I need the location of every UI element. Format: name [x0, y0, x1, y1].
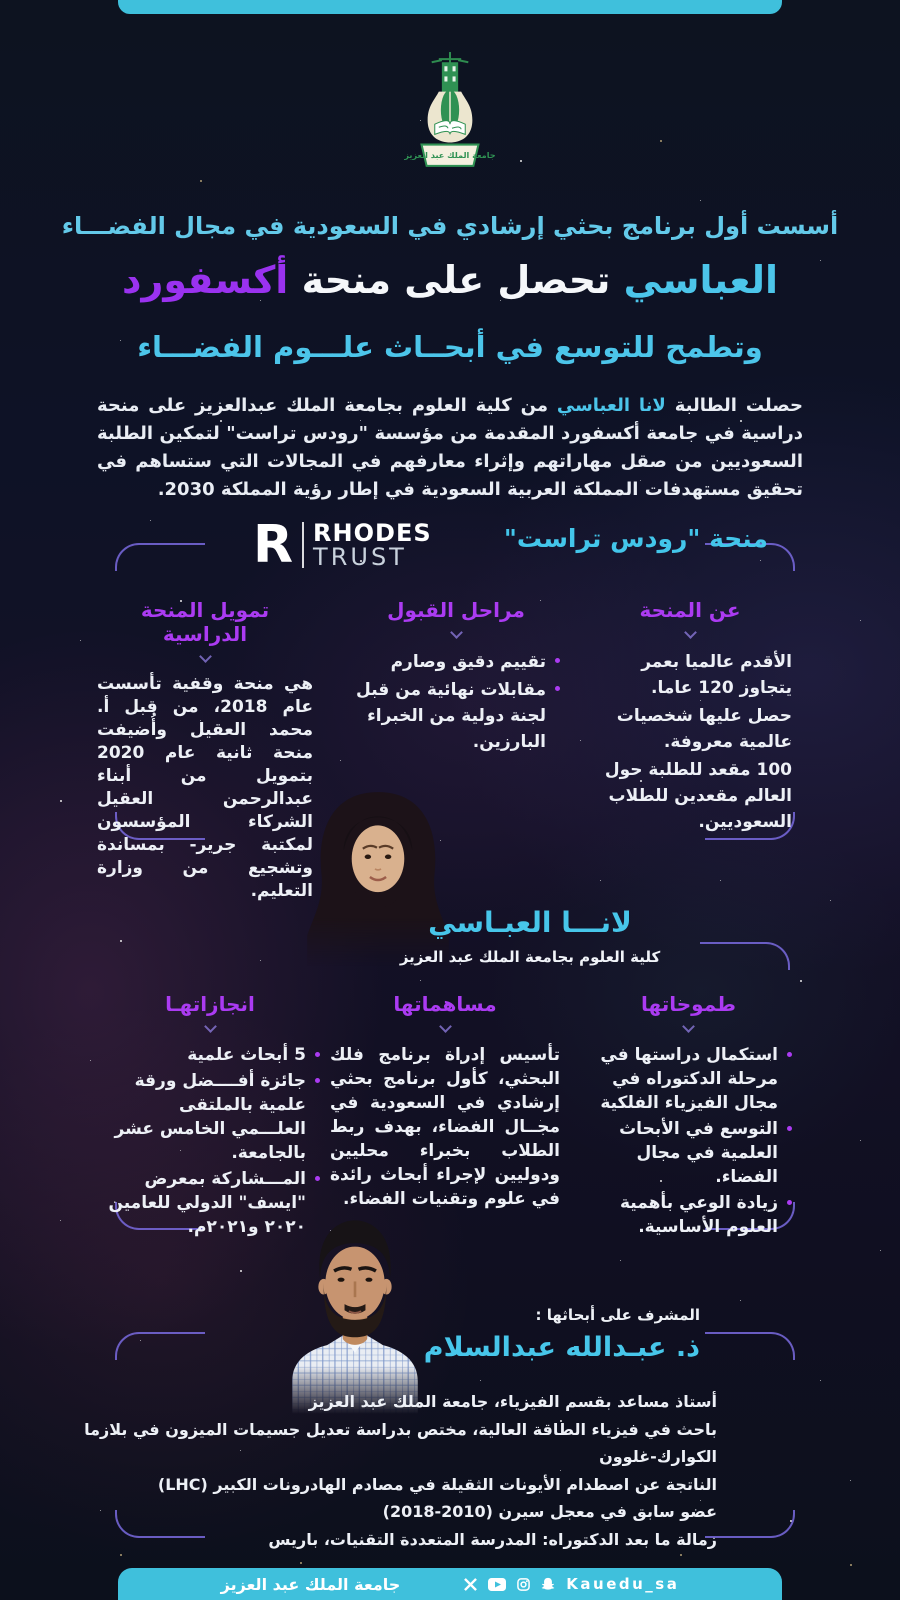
chevron-down-icon — [682, 1020, 695, 1033]
list-item: الأقدم عالميا بعمر يتجاوز 120 عاما. — [641, 652, 792, 698]
x-icon[interactable] — [464, 1578, 477, 1591]
column-title: عن المنحة — [639, 598, 741, 622]
starfield-gold — [0, 0, 2, 2]
list-item: مقابلات نهائية من قبل لجنة دولية من الخبراء البارزين. — [352, 677, 560, 755]
list-item: تقييم دقيق وصارم — [352, 649, 560, 675]
footer-social-handle[interactable]: Kauedu_sa — [566, 1575, 680, 1593]
supervisor-photo — [253, 1196, 457, 1414]
main-title — [20, 258, 880, 302]
intro-student-name: لانا العباسي — [556, 395, 666, 416]
snapchat-icon[interactable] — [541, 1577, 555, 1591]
supervisor-name: ذ. عبـدالله عبدالسلام — [423, 1332, 700, 1363]
tagline: أسست أول برنامج بحثي إرشادي في السعودية في مجال الفضـــاء — [61, 212, 839, 240]
column-title: تمويل المنحة الدراسية — [140, 598, 270, 646]
rhodes-trust-logo — [253, 515, 432, 575]
bio-line: عضو سابق في معجل سيرن (2010-2018) — [382, 1502, 717, 1521]
rhodes-logo-letter: R — [253, 515, 294, 575]
list-item: حصل عليها شخصيات عالمية معروفة. — [616, 706, 792, 752]
list-item: 100 مقعد للطلبة حول العالم مقعدين للطلاب السعوديين. — [604, 760, 792, 832]
corner-decoration — [115, 543, 205, 571]
rhodes-logo-line2: TRUST — [313, 543, 407, 571]
list-item: استكمال دراستها في مرحلة الدكتوراه في مجال الفيزياء الفلكية — [585, 1043, 792, 1115]
bio-line: أستاذ مساعد بقسم الفيزياء، جامعة الملك عبد العزيز — [308, 1392, 717, 1411]
corner-decoration — [705, 1510, 795, 1538]
supervisor-bio — [57, 1388, 717, 1553]
logo-banner-text: جامعة الملك عبد العزيز — [404, 149, 496, 160]
list-item: التوسع في الأبحاث العلمية في مجال الفضاء. — [585, 1117, 792, 1189]
bio-line: الناتجة عن اصطدام الأيونات الثقيلة في مصادم الهادرونات الكبير (LHC) — [157, 1474, 717, 1494]
column-title: طموحاتها — [641, 992, 736, 1016]
corner-decoration — [115, 1332, 205, 1360]
intro-paragraph — [97, 392, 803, 504]
minaret-emblem-icon — [394, 50, 506, 172]
bio-line: زمالة ما بعد الدكتوراه: المدرسة المتعددة التقنيات، باريس — [268, 1529, 717, 1549]
list-item: 5 أبحاث علمية — [100, 1043, 320, 1067]
column-about-grant — [588, 598, 792, 837]
logo-divider — [302, 522, 304, 568]
bio-line: باحث في فيزياء الطاقة العالية، مختص بدراسة تعديل جسيمات الميزون في بلازما الكوارك-غلوون — [84, 1419, 717, 1466]
list-item: المـــشاركة بمعرض "ايسف" الدولي للعامين ٢٠٢٠ و٢٠٢١م. — [100, 1167, 320, 1239]
chevron-down-icon — [204, 1020, 217, 1033]
chevron-down-icon — [684, 626, 697, 639]
chevron-down-icon — [439, 1020, 452, 1033]
rhodes-logo-line1: RHODES — [313, 519, 432, 547]
student-name: لانـــا العبـاسي — [428, 906, 632, 939]
footer-social-row — [464, 1575, 679, 1593]
youtube-icon[interactable] — [488, 1578, 506, 1591]
instagram-icon[interactable] — [517, 1578, 530, 1591]
column-title: مساهماتها — [393, 992, 497, 1016]
list-item: زيادة الوعي بأهمية العلوم الأساسية. — [585, 1191, 792, 1239]
column-admission-stages — [352, 598, 560, 757]
supervisor-name-block — [424, 1306, 700, 1363]
intro-pre: حصلت الطالبة — [674, 395, 803, 416]
corner-decoration — [705, 1332, 795, 1360]
column-title: مراحل القبول — [387, 598, 525, 622]
corner-decoration — [700, 942, 790, 970]
student-name-block — [360, 906, 700, 966]
student-college: كلية العلوم بجامعة الملك عبد العزيز — [399, 948, 661, 966]
university-logo — [394, 50, 506, 172]
column-ambitions — [585, 992, 792, 1241]
footer-university-name: جامعة الملك عبد العزيز — [220, 1574, 401, 1594]
main-title-name: العباسي — [623, 258, 779, 302]
top-accent-bar — [118, 0, 782, 14]
column-contributions — [330, 992, 560, 1211]
main-title-middle: تحصل على منحة — [301, 258, 611, 302]
supervisor-label: المشرف على أبحاثها : — [535, 1306, 700, 1324]
contributions-paragraph: تأسيس إدراة برنامج فلك البحثي، كأول برنامج بحثي إرشادي في السعودية في مجــال الفضاء، بهدف ربط الطلاب بخبراء محليين ودوليين لإجراء أبحاث رائدة في علوم وتقنيات الفضاء. — [330, 1045, 560, 1209]
chevron-down-icon — [450, 626, 463, 639]
column-title: انجازاتهـا — [165, 992, 255, 1016]
rhodes-section-heading: منحة "رودس تراست" — [503, 524, 768, 553]
footer-bar — [118, 1568, 782, 1600]
intro-post: من كلية العلوم بجامعة الملك عبدالعزيز على منحة دراسية في جامعة أكسفورد المقدمة من مؤسسة "رودس تراست" لتمكين الطلبة السعوديين من صقل مهاراتهم وإثراء معارفهم في المجالات التي ستساهم في تحقيق مستهدفات المملكة العربية السعودية في إطار رؤية المملكة 2030. — [97, 395, 803, 500]
funding-paragraph: هي منحة وقفية تأسست عام 2018، من قبل أ. محمد العقيل وأُضيفت منحة ثانية عام 2020 بتمويل من أبناء عبدالرحمن العقيل الشركاء المؤسسون لمكتبة جرير- بمساندة وتشجيع من وزارة التعليم. — [97, 674, 313, 901]
chevron-down-icon — [199, 650, 212, 663]
main-title-highlight: أكسفورد — [121, 258, 289, 302]
list-item: جائزة أفــــضل ورقة علمية بالملتقى العلـــمي الخامس عشر بالجامعة. — [100, 1069, 320, 1165]
subtitle: وتطمح للتوسع في أبحــاث علـــوم الفضـــاء — [137, 330, 763, 364]
